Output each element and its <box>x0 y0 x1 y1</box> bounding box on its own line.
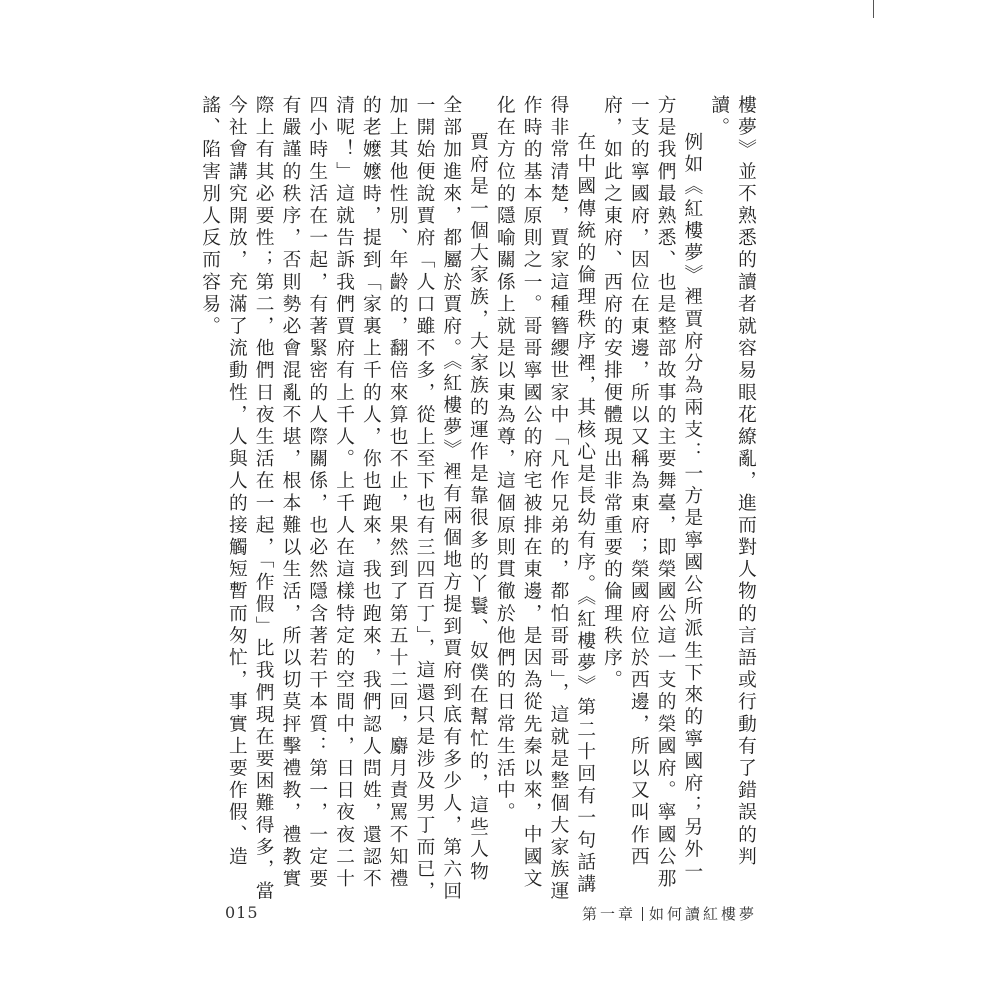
paragraph-3: 在中國傳統的倫理秩序裡，其核心是長幼有序。《紅樓夢》第二十回有一句話講得非常清楚，賈家這種簪纓世家中「凡作兄弟的，都怕哥哥」，這就是整個大家族運作時的基本原則之一。哥哥寧國公的府宅被排在東邊，是因為從先秦以來，中國文化在方位的隱喻關係上就是以東為尊，這個原則貫徹於他們的日常生活中。 <box>493 95 596 904</box>
crop-mark <box>873 0 874 18</box>
chapter-label: 第一章 <box>581 905 636 923</box>
paragraph-4: 賈府是一個大家族，大家族的運作是靠很多的丫鬟、奴僕在幫忙的，這些人物全部加進來，都屬於賈府。《紅樓夢》裡有兩個地方提到賈府到底有多少人，第六回一開始便說賈府「人口雖不多，從上至下也有三四百丁」，這還只是涉及男丁而已，加上其他性別、年齡的，翻倍來算也不止，果然到了第五十二回，麝月責罵不知禮的老嬤嬤時，提到「家裏上千的人，你也跑來，我也跑來，我們認人問姓，還認不清呢！」這就告訴我們賈府有上千人。上千人在這樣特定的空間中，日日夜夜二十四小時生活在一起，有著緊密的人際關係，也必然隱含著若干本質：第一，一定要有嚴謹的秩序，否則勢必會混亂不堪，根本難以生活，所以切莫抨擊禮教，禮教實際上有其必要性；第二，他們日夜生活在一起，「作假」比我們現在要困難得多，當今社會講究開放，充滿了流動性，人與人的接觸短暫而匆忙，事實上要作假、造謠、陷害別人反而容易。 <box>199 95 489 904</box>
page-number: 015 <box>225 903 259 922</box>
running-head <box>582 903 757 924</box>
paragraph-1: 樓夢》並不熟悉的讀者就容易眼花繚亂，進而對人物的言語或行動有了錯誤的判讀。 <box>708 95 756 869</box>
paragraph-2: 例如《紅樓夢》裡賈府分為兩支：一方是寧國公所派生下來的寧國府；另外一方是我們最熟悉、也是整部故事的主要舞臺，即榮國公這一支的榮國府。寧國公那一支的寧國府，因位在東邊，所以又稱為東府；榮國府位於西邊，所以又叫作西府，如此之東府、西府的安排便體現出非常重要的倫理秩序。 <box>601 95 703 891</box>
body-text <box>199 95 758 905</box>
divider <box>642 907 643 921</box>
chapter-title: 如何讀紅樓夢 <box>648 905 757 923</box>
